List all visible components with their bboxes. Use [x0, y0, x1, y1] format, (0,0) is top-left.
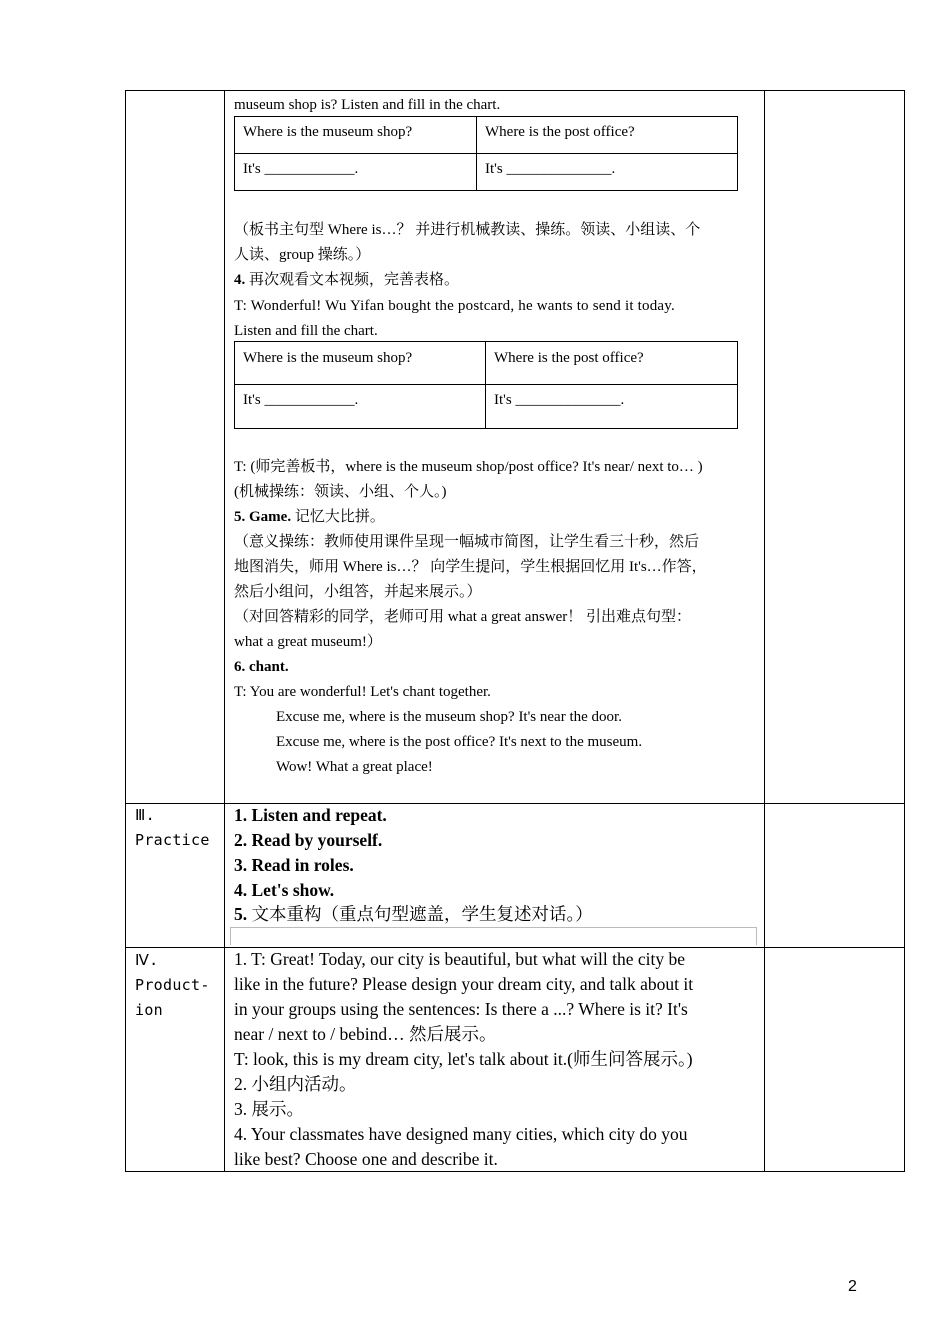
meaning-drill-line2: 地图消失，师用 Where is…？ 向学生提问，学生根据回忆用 It's…作答， — [234, 559, 707, 575]
practice-item: 2. Read by yourself. — [234, 830, 383, 850]
production-line: near / next to / bebind… 然后展示。 — [234, 1024, 497, 1044]
production-label-line2: ion — [135, 1001, 163, 1019]
praise-note-line1: （对回答精彩的同学，老师可用 what a great answer！ 引出难点句型： — [234, 609, 692, 625]
production-line: 2. 小组内活动。 — [234, 1074, 357, 1094]
practice-label: Practice — [135, 831, 210, 849]
teacher-wonderful-line2: Listen and fill the chart. — [234, 323, 378, 339]
practice-number: Ⅲ. — [135, 806, 155, 824]
fill-chart-1 — [234, 116, 738, 191]
production-line: like best? Choose one and describe it. — [234, 1149, 498, 1169]
board-note-line2: 人读、group 操练。） — [234, 247, 371, 263]
production-line: T: look, this is my dream city, let's talk about it.(师生问答展示。) — [234, 1049, 693, 1069]
step-5-game: 5. Game. 记忆大比拼。 — [234, 509, 385, 525]
board-note-line1: （板书主句型 Where is…？ 并进行机械教读、操练。领读、小组读、个 — [234, 222, 701, 238]
chant-line: Wow! What a great place! — [276, 759, 433, 775]
chart1-header-museum-shop: Where is the museum shop? — [243, 124, 413, 140]
production-line: 1. T: Great! Today, our city is beautiful, but what will the city be — [234, 949, 686, 969]
practice-item: 1. Listen and repeat. — [234, 805, 387, 825]
teacher-board-note: T: (师完善板书，where is the museum shop/post office? It's near/ next to… ) — [234, 459, 703, 475]
chant-intro: T: You are wonderful! Let's chant together. — [234, 684, 491, 700]
meaning-drill-line3: 然后小组问，小组答，并起来展示。） — [234, 584, 482, 600]
chart1-header-post-office: Where is the post office? — [485, 124, 635, 140]
production-line: like in the future? Please design your dream city, and talk about it — [234, 974, 694, 994]
teacher-wonderful-line1: T: Wonderful! Wu Yifan bought the postcard, he wants to send it today. — [234, 298, 675, 314]
intro-text: museum shop is? Listen and fill in the chart. — [234, 97, 501, 113]
mechanical-drill-note: (机械操练：领读、小组、个人。) — [234, 484, 447, 500]
chart1-answer-post-office: It's ______________. — [485, 161, 616, 177]
practice-item: 3. Read in roles. — [234, 855, 354, 875]
chart2-answer-post-office: It's ______________. — [494, 392, 625, 408]
step-4: 4. 再次观看文本视频，完善表格。 — [234, 272, 460, 288]
step-6-chant: 6. chant. — [234, 659, 289, 675]
faint-rule — [230, 927, 231, 945]
production-label-line1: Product- — [135, 976, 210, 994]
chart2-answer-museum-shop: It's ____________. — [243, 392, 359, 408]
production-line: 3. 展示。 — [234, 1099, 304, 1119]
meaning-drill-line1: （意义操练：教师使用课件呈现一幅城市简图，让学生看三十秒，然后 — [234, 534, 700, 550]
faint-rule — [756, 927, 757, 945]
column-divider — [764, 91, 765, 1171]
faint-rule — [230, 927, 757, 928]
fill-chart-2 — [234, 341, 738, 429]
chart2-header-post-office: Where is the post office? — [494, 350, 644, 366]
chart1-answer-museum-shop: It's ____________. — [243, 161, 359, 177]
page-number: 2 — [848, 1278, 857, 1295]
production-number: Ⅳ. — [135, 951, 159, 969]
chant-line: Excuse me, where is the post office? It's next to the museum. — [276, 734, 643, 750]
column-divider — [224, 91, 225, 1171]
chart2-header-museum-shop: Where is the museum shop? — [243, 350, 413, 366]
praise-note-line2: what a great museum!） — [234, 634, 382, 650]
practice-item: 4. Let's show. — [234, 880, 335, 900]
practice-item-5: 5. 文本重构（重点句型遮盖，学生复述对话。） — [234, 904, 593, 924]
production-line: 4. Your classmates have designed many cities, which city do you — [234, 1124, 688, 1144]
production-line: in your groups using the sentences: Is there a ...? Where is it? It's — [234, 999, 688, 1019]
chant-line: Excuse me, where is the museum shop? It's near the door. — [276, 709, 622, 725]
